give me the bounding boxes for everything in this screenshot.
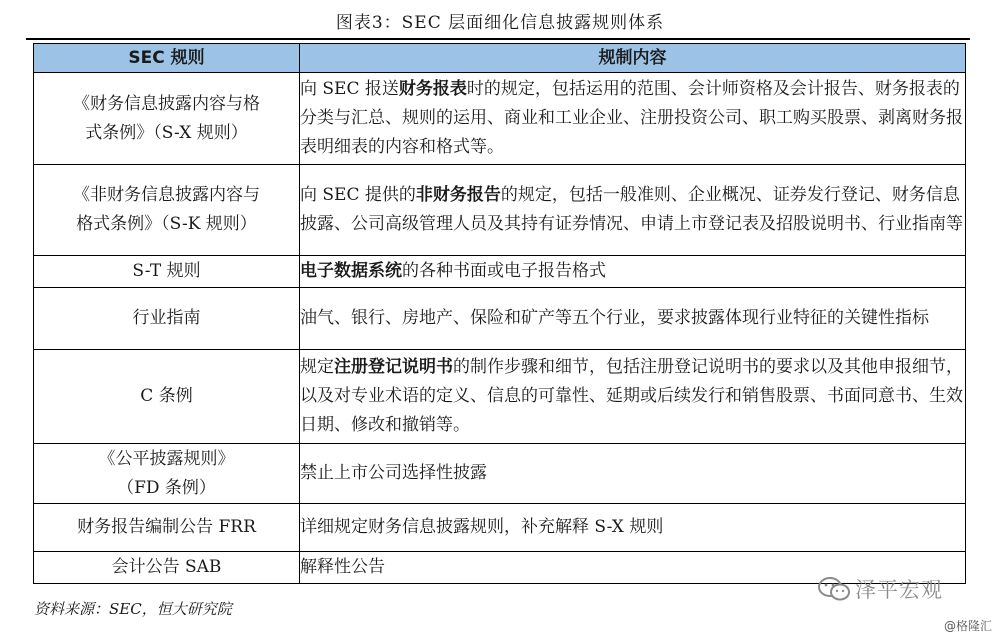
rule-name-line: 会计公告 SAB <box>111 557 222 577</box>
content-keyword: 财务报表 <box>398 79 467 99</box>
rule-name <box>34 444 300 504</box>
table-row <box>34 350 966 444</box>
content-keyword: 注册登记说明书 <box>334 357 453 377</box>
source-note: 资料来源：SEC，恒大研究院 <box>34 600 232 618</box>
rule-content <box>300 288 966 350</box>
sec-rules-table <box>33 43 966 584</box>
rule-name-line: 《财务信息披露内容与格 <box>73 93 260 114</box>
rule-name-line: 格式条例》（S-K 规则） <box>76 214 257 234</box>
rule-name <box>34 504 300 552</box>
content-keyword: 电子数据系统 <box>300 261 402 281</box>
rule-name <box>34 350 300 444</box>
rule-name-line: S-T 规则 <box>132 261 201 281</box>
table-row <box>34 165 966 256</box>
content-text: 向 SEC 报送 <box>300 79 399 99</box>
table-row <box>34 256 966 288</box>
rule-name <box>34 165 300 256</box>
rule-name <box>34 552 300 584</box>
table-row <box>34 444 966 504</box>
rule-content <box>300 165 966 256</box>
figure-title: 图表3：SEC 层面细化信息披露规则体系 <box>335 13 665 33</box>
rule-content <box>300 444 966 504</box>
wechat-icon <box>817 576 851 602</box>
rule-name-line: 行业指南 <box>132 308 201 328</box>
header-sec-rule: SEC 规则 <box>34 44 300 73</box>
content-text: 禁止上市公司选择性披露 <box>300 463 487 483</box>
content-text: 向 SEC 提供的 <box>300 185 416 205</box>
rule-content <box>300 256 966 288</box>
watermark-text: 泽平宏观 <box>855 578 943 602</box>
rule-content <box>300 504 966 552</box>
top-rule <box>26 38 970 40</box>
content-keyword: 非财务报告 <box>415 185 501 205</box>
table-row <box>34 73 966 165</box>
rule-name-line: C 条例 <box>140 386 193 406</box>
content-text: 的规定，包括一般准则、企业概况、证券发行登记、财务信息披露、公司高级管理人员及其持有证券情况、申请上市登记表及招股说明书、行业指南等 <box>300 185 963 234</box>
rule-name-line: （FD 条例） <box>117 477 216 498</box>
table-row <box>34 504 966 552</box>
credit-text: @格隆汇 <box>943 619 992 633</box>
content-text: 解释性公告 <box>300 557 385 577</box>
content-text: 的制作步骤和细节，包括注册登记说明书的要求以及其他申报细节，以及对专业术语的定义、信息的可靠性、延期或后续发行和销售股票、书面同意书、生效日期、修改和撤销等。 <box>300 357 963 435</box>
rule-name-line: 《非财务信息披露内容与 <box>73 185 260 205</box>
rule-name-line: 财务报告编制公告 FRR <box>77 517 256 537</box>
rule-name-line: 式条例》（S-X 规则） <box>85 122 248 143</box>
rule-name <box>34 288 300 350</box>
content-text: 规定 <box>300 357 334 377</box>
rule-name <box>34 256 300 288</box>
rule-name-line: 《公平披露规则》 <box>98 448 235 469</box>
header-content: 规制内容 <box>300 44 966 73</box>
table-header-row <box>34 44 966 73</box>
content-text: 油气、银行、房地产、保险和矿产等五个行业，要求披露体现行业特征的关键性指标 <box>300 308 929 328</box>
rule-content <box>300 73 966 165</box>
table-row <box>34 288 966 350</box>
wechat-watermark <box>817 574 943 604</box>
content-text: 时的规定，包括运用的范围、会计师资格及会计报告、财务报表的分类与汇总、规则的运用、商业和工业企业、注册投资公司、职工购买股票、剥离财务报表明细表的内容和格式等。 <box>300 79 963 157</box>
rule-content <box>300 350 966 444</box>
content-text: 详细规定财务信息披露规则，补充解释 S-X 规则 <box>300 517 664 537</box>
rule-name <box>34 73 300 165</box>
content-text: 的各种书面或电子报告格式 <box>402 261 606 281</box>
